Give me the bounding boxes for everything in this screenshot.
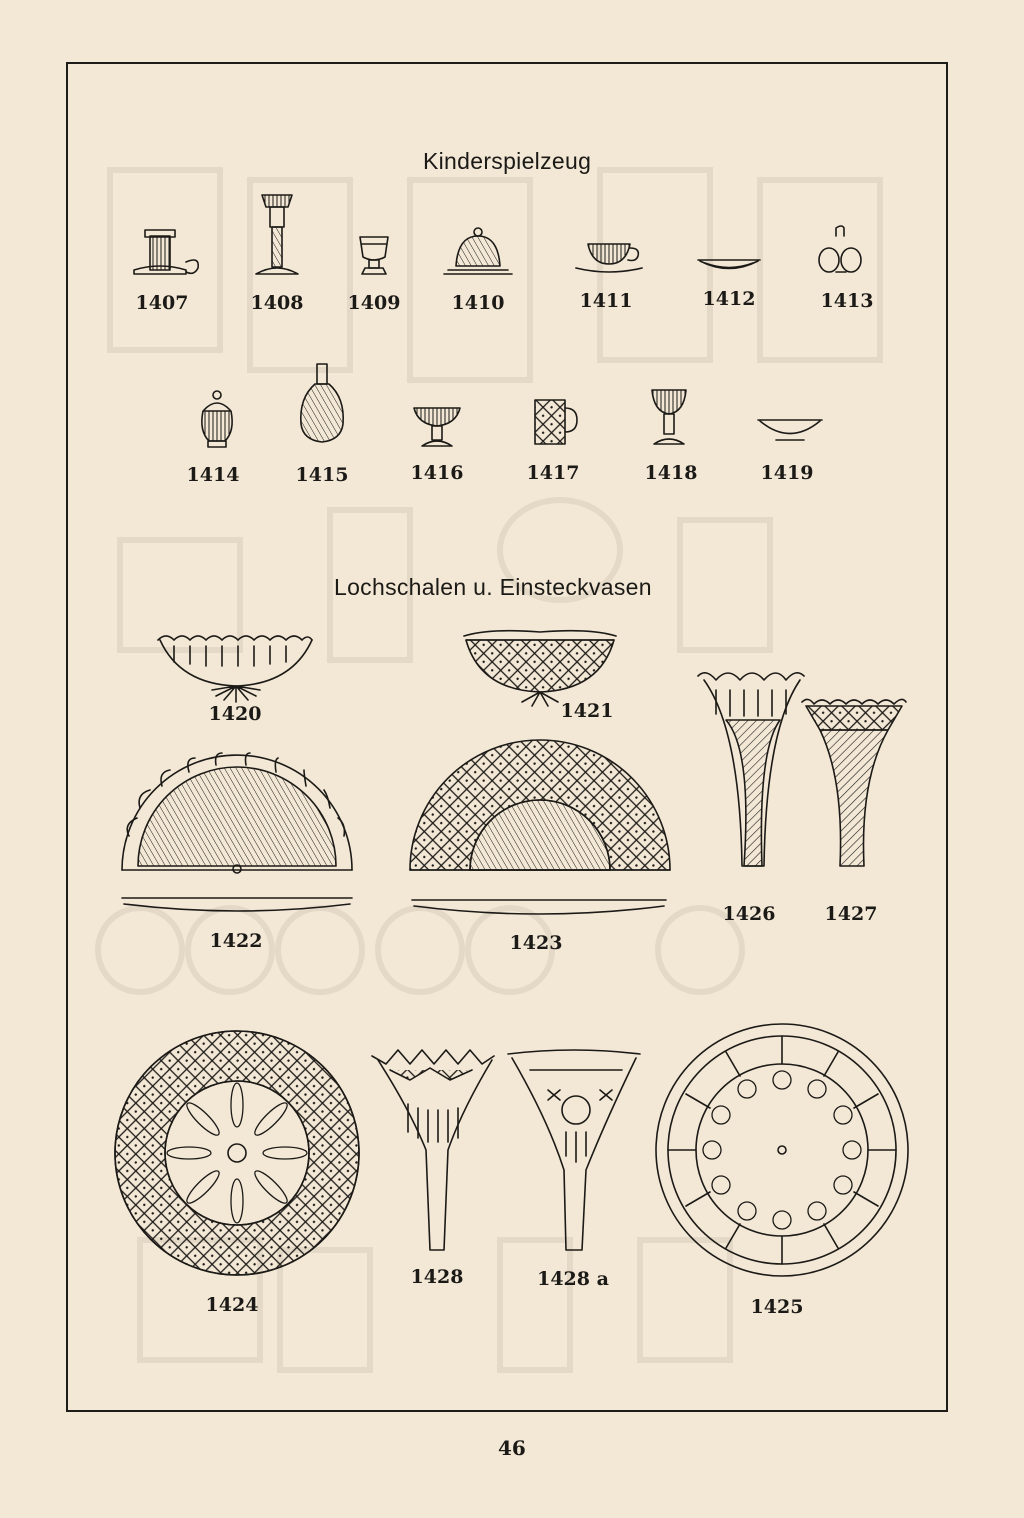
item-1422-plate-drawing (122, 753, 352, 911)
item-1428a-vase-drawing (508, 1050, 640, 1250)
item-1411-cup-saucer-drawing (576, 244, 642, 272)
item-1419-bowl-drawing (758, 420, 822, 440)
item-1420-bowl-drawing (158, 636, 312, 702)
section-title-lochschalen: Lochschalen u. Einsteckvasen (334, 574, 652, 600)
item-number: 1413 (820, 290, 874, 312)
item-number: 1421 (560, 700, 614, 722)
item-number: 1410 (451, 292, 505, 314)
item-number: 1418 (644, 462, 698, 484)
item-number: 1417 (526, 462, 580, 484)
item-1414-jar-drawing (202, 391, 232, 447)
item-number: 1416 (410, 462, 464, 484)
section-title-kinderspielzeug: Kinderspielzeug (423, 148, 592, 174)
item-1426-vase-drawing (698, 673, 804, 866)
item-number: 1407 (135, 292, 189, 314)
item-1424-plate-drawing (115, 1031, 359, 1275)
item-number: 1422 (209, 930, 263, 952)
item-1409-glass-drawing (360, 237, 388, 274)
item-1415-carafe-drawing (301, 364, 343, 442)
item-number: 1409 (347, 292, 401, 314)
item-1412-dish-drawing (698, 260, 760, 269)
item-1408-candlestick-drawing (256, 195, 298, 274)
page-number: 46 (498, 1436, 526, 1460)
item-1418-goblet-drawing (652, 390, 686, 444)
item-number: 1414 (186, 464, 240, 486)
item-1417-mug-drawing (535, 400, 577, 444)
item-1407-candlestick-drawing (134, 230, 198, 274)
item-1425-plate-drawing (656, 1024, 908, 1276)
item-1427-vase-drawing (802, 699, 906, 866)
item-number: 1412 (702, 288, 756, 310)
item-1421-bowl-drawing (464, 631, 616, 706)
item-number: 1426 (722, 903, 776, 925)
item-1413-cruet-drawing (819, 226, 861, 272)
item-1428-vase-drawing (372, 1050, 494, 1250)
item-number: 1411 (579, 290, 633, 312)
item-1410-butter-dish-drawing (444, 228, 512, 274)
item-1423-plate-drawing (410, 740, 670, 914)
item-number: 1425 (750, 1296, 804, 1318)
item-number: 1420 (208, 703, 262, 725)
item-number: 1415 (295, 464, 349, 486)
item-1416-compote-drawing (414, 408, 460, 446)
item-number: 1419 (760, 462, 814, 484)
item-number: 1423 (509, 932, 563, 954)
item-number: 1428 a (537, 1268, 609, 1290)
item-number: 1408 (250, 292, 304, 314)
item-number: 1424 (205, 1294, 259, 1316)
item-number: 1428 (410, 1266, 464, 1288)
item-number: 1427 (824, 903, 878, 925)
